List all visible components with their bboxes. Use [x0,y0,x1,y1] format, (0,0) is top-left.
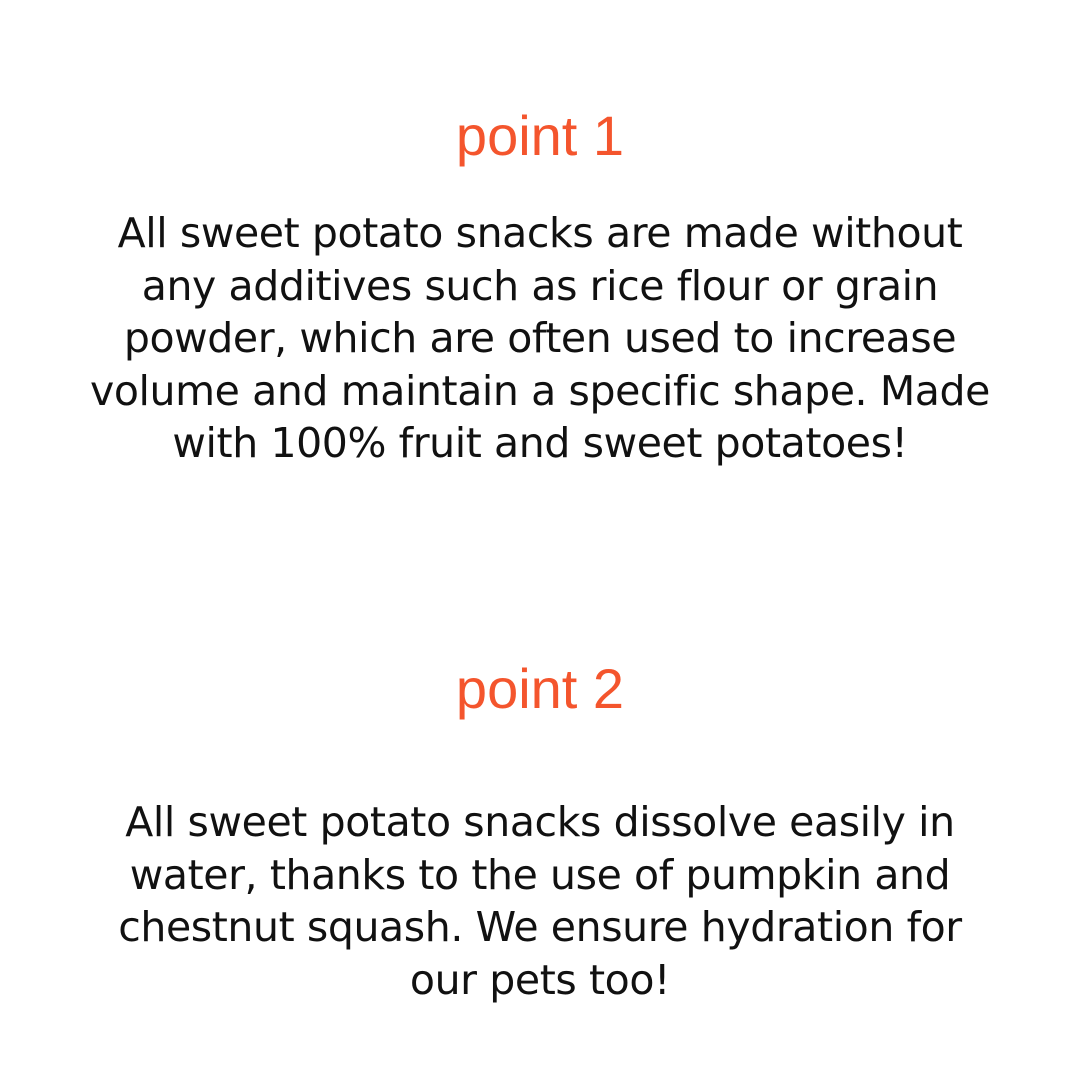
point-1-line: powder, which are often used to increase [123,314,957,362]
point-2-line: All sweet potato snacks dissolve easily in [125,798,955,846]
point-2-line: water, thanks to the use of pumpkin and [129,850,951,899]
point-1-description [40,207,1040,470]
point-2-description [40,796,1040,1006]
point-1-line: with 100% fruit and sweet potatoes! [172,419,908,467]
point-2-line: chestnut squash. We ensure hydration for [118,903,962,951]
point-1-line: All sweet potato snacks are made without [117,209,963,257]
point-1-line: volume and maintain a specific shape. Made [90,366,990,415]
point-1-line: any additives such as rice flour or grain [141,261,939,310]
point-2-line: our pets too! [409,955,671,1004]
point-1-heading: point 1 [455,104,625,167]
point-2-heading: point 2 [455,657,625,720]
